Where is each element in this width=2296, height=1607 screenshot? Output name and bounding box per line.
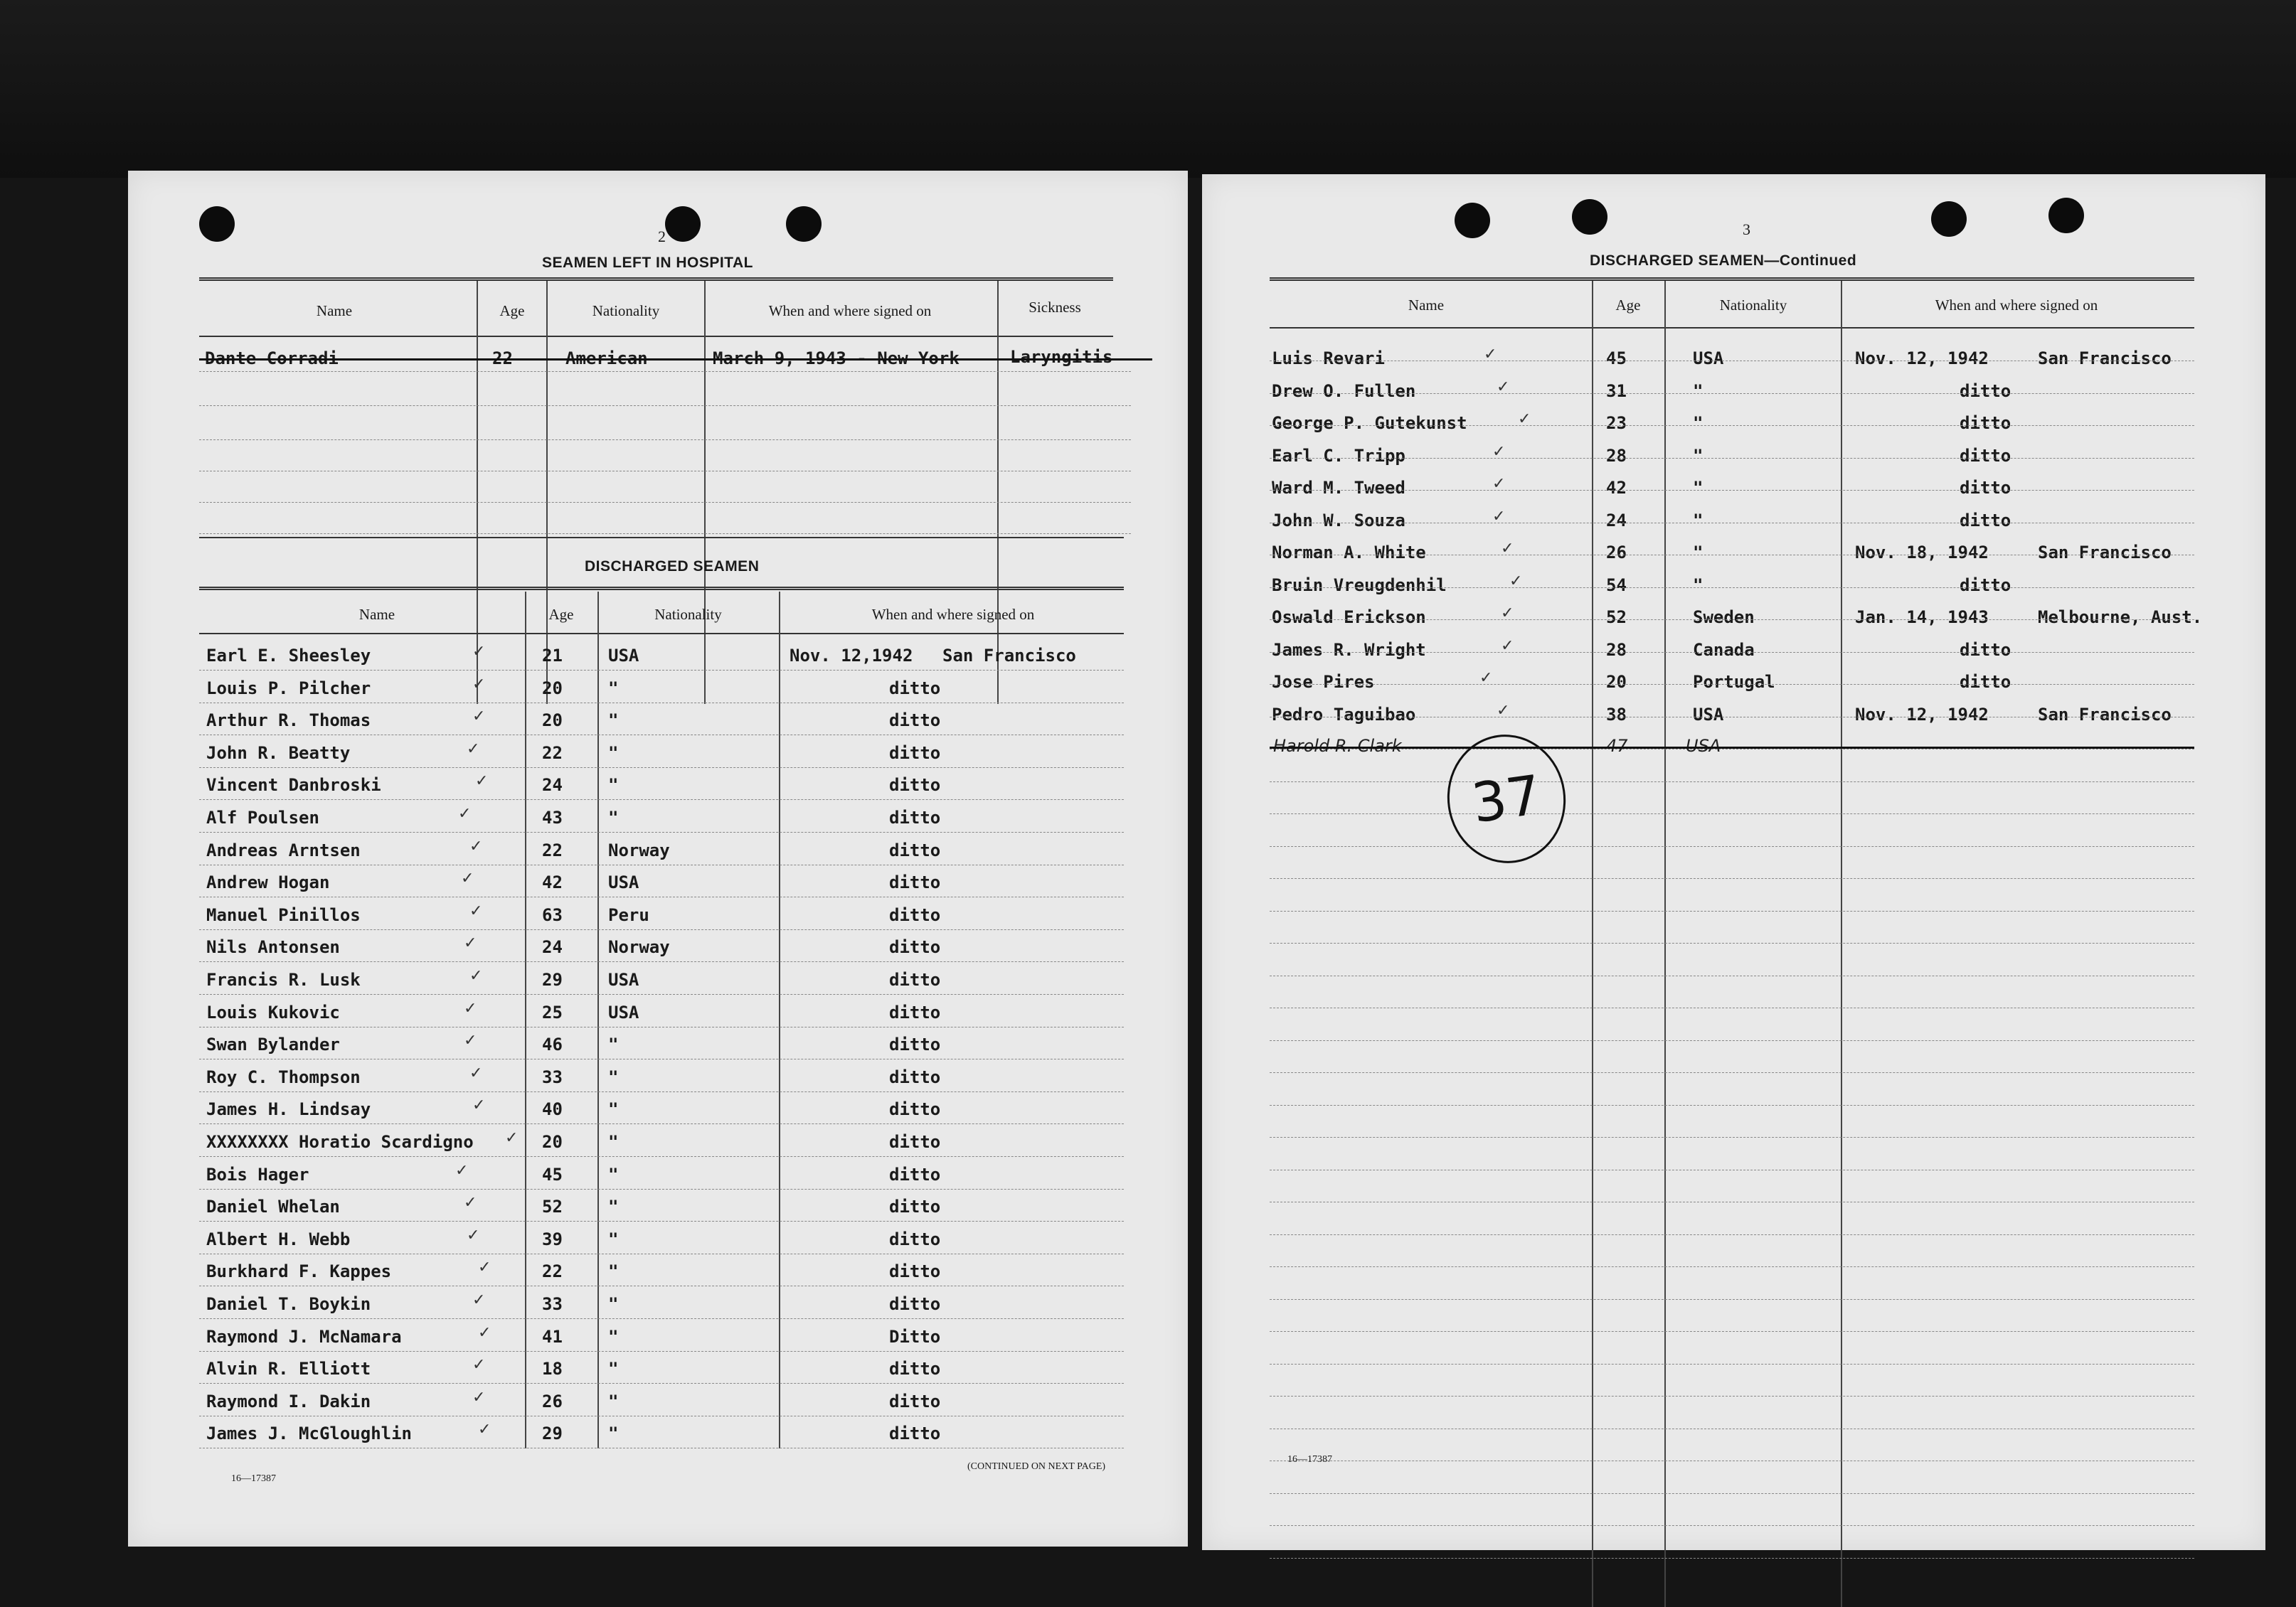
check-mark: ✓ [469, 967, 483, 985]
signed-on-place: ditto [889, 1035, 941, 1055]
signed-on-place: ditto [889, 1392, 941, 1411]
row-rule [1270, 846, 2194, 847]
column-divider [1841, 281, 1842, 1607]
seaman-nationality: " [608, 1229, 619, 1249]
signed-on-place: ditto [1960, 413, 2011, 433]
row-rule [1270, 684, 2194, 685]
column-divider [546, 281, 548, 704]
row-rule [1270, 1234, 2194, 1235]
seaman-age: 33 [542, 1067, 563, 1087]
column-header-nationality: Nationality [1719, 297, 1787, 314]
signed-on-place: ditto [889, 1229, 941, 1249]
seaman-age: 23 [1606, 413, 1627, 433]
hospital-signed-on: March 9, 1943 - New York [713, 348, 960, 368]
seaman-age: 25 [542, 1003, 563, 1023]
seaman-nationality: USA [1693, 348, 1724, 368]
signed-on-place: Melbourne, Aust. [2038, 607, 2203, 627]
column-header-name: Name [1408, 297, 1445, 314]
seaman-age: 43 [542, 808, 563, 828]
hospital-section-title: SEAMEN LEFT IN HOSPITAL [542, 255, 753, 271]
signed-on-place: San Francisco [2038, 705, 2172, 725]
strike-through [199, 358, 1152, 361]
row-rule [199, 832, 1124, 833]
punch-hole [1455, 203, 1490, 238]
row-rule [1270, 1331, 2194, 1332]
row-rule [199, 1318, 1124, 1319]
check-mark: ✓ [464, 1000, 477, 1018]
row-rule [1270, 425, 2194, 426]
seaman-age: 45 [1606, 348, 1627, 368]
seaman-nationality: USA [608, 970, 639, 990]
row-rule [199, 767, 1124, 768]
row-rule [1270, 458, 2194, 459]
seaman-age: 26 [1606, 543, 1627, 562]
signed-on-place: ditto [889, 872, 941, 892]
seaman-nationality: Canada [1693, 640, 1755, 660]
row-rule [1270, 1364, 2194, 1365]
signed-on-place: ditto [1960, 640, 2011, 660]
punch-hole [1572, 199, 1607, 235]
seaman-nationality: " [1693, 575, 1704, 595]
punch-hole [2048, 198, 2084, 233]
signed-on-place: ditto [889, 775, 941, 795]
seaman-age: 21 [542, 646, 563, 666]
seaman-age: 63 [542, 905, 563, 925]
seaman-age: 31 [1606, 381, 1627, 401]
signed-on-place: ditto [1960, 511, 2011, 530]
hospital-sickness: Laryngitis [1010, 347, 1113, 367]
seaman-name: Daniel T. Boykin [206, 1294, 371, 1314]
check-mark: ✓ [1479, 669, 1493, 687]
row-rule [1270, 1525, 2194, 1526]
signed-on-date: Nov. 12, 1942 [1855, 705, 1989, 725]
row-rule [1270, 1493, 2194, 1494]
signed-on-place: Ditto [889, 1327, 941, 1347]
row-rule [1270, 1396, 2194, 1397]
seaman-nationality: " [608, 1359, 619, 1379]
seaman-nationality: " [1693, 543, 1704, 562]
row-rule [1270, 1105, 2194, 1106]
signed-on-place: ditto [889, 1424, 941, 1443]
seaman-name: Arthur R. Thomas [206, 710, 371, 730]
seaman-age: 24 [542, 937, 563, 957]
seaman-age: 24 [542, 775, 563, 795]
struck-name: Harold R. Clark [1273, 736, 1402, 756]
seaman-nationality: USA [1693, 705, 1724, 725]
signed-on-place: ditto [889, 1294, 941, 1314]
signed-on-place: ditto [889, 970, 941, 990]
seaman-age: 28 [1606, 446, 1627, 466]
seaman-name: Nils Antonsen [206, 937, 340, 957]
seaman-name: XXXXXXXX Horatio Scardigno [206, 1132, 474, 1152]
row-rule [199, 961, 1124, 962]
punch-hole [786, 206, 822, 242]
seaman-nationality: " [608, 775, 619, 795]
seaman-nationality: " [608, 710, 619, 730]
check-mark: ✓ [472, 1389, 486, 1406]
column-divider [597, 592, 599, 1448]
seaman-name: Raymond J. McNamara [206, 1327, 402, 1347]
form-number: 16—17387 [1287, 1454, 1332, 1465]
seaman-nationality: " [608, 678, 619, 698]
discharged-section-title: DISCHARGED SEAMEN [585, 558, 760, 575]
seaman-nationality: " [608, 1165, 619, 1185]
check-mark: ✓ [475, 772, 489, 790]
page-number: 3 [1743, 220, 1750, 238]
seaman-nationality: " [608, 1197, 619, 1217]
seaman-name: Daniel Whelan [206, 1197, 340, 1217]
seaman-nationality: " [608, 1261, 619, 1281]
check-mark: ✓ [478, 1421, 491, 1438]
seaman-age: 20 [1606, 672, 1627, 692]
row-rule [1270, 1299, 2194, 1300]
continued-note: (CONTINUED ON NEXT PAGE) [967, 1461, 1106, 1472]
check-mark: ✓ [467, 740, 480, 758]
seaman-name: Jose Pires [1272, 672, 1375, 692]
divider [199, 277, 1113, 281]
seaman-name: Andrew Hogan [206, 872, 330, 892]
seaman-age: 52 [1606, 607, 1627, 627]
row-rule [199, 929, 1124, 930]
seaman-age: 52 [542, 1197, 563, 1217]
check-mark: ✓ [469, 838, 483, 855]
seaman-age: 46 [542, 1035, 563, 1055]
column-divider [1592, 281, 1593, 1607]
signed-on-place: ditto [1960, 381, 2011, 401]
seaman-name: Francis R. Lusk [206, 970, 361, 990]
seaman-age: 42 [1606, 478, 1627, 498]
check-mark: ✓ [469, 902, 483, 920]
signed-on-place: San Francisco [2038, 543, 2172, 562]
seaman-name: Vincent Danbroski [206, 775, 381, 795]
signed-on-place: ditto [889, 1197, 941, 1217]
row-rule [1270, 911, 2194, 912]
seaman-name: Luis Revari [1272, 348, 1385, 368]
seaman-nationality: " [1693, 413, 1704, 433]
column-header-name: Name [358, 606, 395, 623]
struck-nationality: USA [1686, 736, 1721, 756]
column-divider [1664, 281, 1666, 1607]
signed-on-place: ditto [889, 905, 941, 925]
row-rule [1270, 1040, 2194, 1041]
seaman-name: Bois Hager [206, 1165, 309, 1185]
seaman-age: 28 [1606, 640, 1627, 660]
check-mark: ✓ [472, 643, 486, 661]
check-mark: ✓ [1501, 637, 1514, 655]
signed-on-place: ditto [889, 1067, 941, 1087]
row-rule [199, 1123, 1124, 1124]
punch-hole [665, 206, 701, 242]
seaman-age: 22 [542, 743, 563, 763]
circled-count: 37 [1439, 727, 1574, 870]
check-mark: ✓ [472, 1096, 486, 1114]
seaman-name: Earl E. Sheesley [206, 646, 371, 666]
signed-on-place: ditto [1960, 478, 2011, 498]
seaman-nationality: USA [608, 1003, 639, 1023]
seaman-nationality: " [1693, 381, 1704, 401]
seaman-age: 45 [542, 1165, 563, 1185]
row-rule [1270, 619, 2194, 620]
hospital-name: Dante Corradi [205, 348, 339, 368]
seaman-age: 33 [542, 1294, 563, 1314]
seaman-age: 29 [542, 970, 563, 990]
column-header-signed-on: When and where signed on [768, 302, 932, 319]
signed-on-place: ditto [1960, 672, 2011, 692]
row-rule [1270, 1558, 2194, 1559]
seaman-age: 41 [542, 1327, 563, 1347]
seaman-age: 39 [542, 1229, 563, 1249]
check-mark: ✓ [1492, 475, 1506, 493]
divider [199, 587, 1124, 590]
check-mark: ✓ [1497, 378, 1510, 396]
column-header-age: Age [499, 302, 525, 319]
seaman-age: 24 [1606, 511, 1627, 530]
column-header-age: Age [548, 606, 574, 623]
signed-on-place: ditto [1960, 575, 2011, 595]
right-page [1202, 174, 2265, 1550]
row-rule [1270, 393, 2194, 394]
seaman-age: 18 [542, 1359, 563, 1379]
divider [199, 336, 1113, 337]
punch-hole [199, 206, 235, 242]
row-rule [1270, 781, 2194, 782]
signed-on-place: ditto [889, 710, 941, 730]
signed-on-date: Jan. 14, 1943 [1855, 607, 1989, 627]
check-mark: ✓ [467, 1227, 480, 1244]
seaman-name: Andreas Arntsen [206, 840, 361, 860]
seaman-nationality: " [608, 808, 619, 828]
check-mark: ✓ [458, 805, 472, 823]
seaman-nationality: Peru [608, 905, 649, 925]
seaman-name: John R. Beatty [206, 743, 351, 763]
seaman-nationality: " [608, 743, 619, 763]
seaman-age: 38 [1606, 705, 1627, 725]
seaman-name: James H. Lindsay [206, 1099, 371, 1119]
check-mark: ✓ [455, 1162, 469, 1180]
seaman-name: John W. Souza [1272, 511, 1405, 530]
seaman-age: 22 [542, 1261, 563, 1281]
check-mark: ✓ [469, 1064, 483, 1082]
seaman-nationality: " [608, 1067, 619, 1087]
signed-on-place: ditto [889, 743, 941, 763]
signed-on-place: ditto [1960, 446, 2011, 466]
seaman-name: Alvin R. Elliott [206, 1359, 371, 1379]
seaman-name: Drew O. Fullen [1272, 381, 1416, 401]
row-rule [1270, 1137, 2194, 1138]
check-mark: ✓ [478, 1324, 491, 1342]
divider [199, 633, 1124, 634]
hospital-nationality: American [565, 348, 648, 368]
signed-on-place: ditto [889, 1099, 941, 1119]
row-rule [1270, 652, 2194, 653]
seaman-age: 54 [1606, 575, 1627, 595]
seaman-name: Raymond I. Dakin [206, 1392, 371, 1411]
seaman-name: Oswald Erickson [1272, 607, 1426, 627]
form-number: 16—17387 [231, 1473, 276, 1484]
seaman-name: Louis P. Pilcher [206, 678, 371, 698]
seaman-age: 20 [542, 1132, 563, 1152]
signed-on-date: Nov. 12, 1942 [1855, 348, 1989, 368]
row-rule [199, 1091, 1124, 1092]
row-rule [199, 994, 1124, 995]
column-divider [779, 592, 780, 1448]
column-header-signed-on: When and where signed on [871, 606, 1035, 623]
seaman-name: Albert H. Webb [206, 1229, 351, 1249]
signed-on-place: San Francisco [942, 646, 1076, 666]
check-mark: ✓ [1518, 410, 1531, 428]
page-number: 2 [658, 228, 666, 245]
signed-on-date: Nov. 12,1942 [790, 646, 913, 666]
row-rule [199, 1189, 1124, 1190]
check-mark: ✓ [1484, 346, 1497, 363]
seaman-nationality: " [1693, 478, 1704, 498]
column-divider [704, 281, 706, 704]
strike-through [1270, 747, 2194, 749]
check-mark: ✓ [1492, 443, 1506, 461]
column-header-signed-on: When and where signed on [1935, 297, 2098, 314]
seaman-name: Manuel Pinillos [206, 905, 361, 925]
seaman-age: 29 [542, 1424, 563, 1443]
seaman-nationality: " [608, 1132, 619, 1152]
signed-on-place: ditto [889, 1165, 941, 1185]
row-rule [1270, 813, 2194, 814]
row-rule [199, 1383, 1124, 1384]
column-divider [997, 281, 999, 704]
signed-on-place: San Francisco [2038, 348, 2172, 368]
discharged-continued-title: DISCHARGED SEAMEN—Continued [1590, 252, 1857, 269]
check-mark: ✓ [464, 1032, 477, 1050]
seaman-name: James J. McGloughlin [206, 1424, 412, 1443]
seaman-nationality: Norway [608, 840, 670, 860]
seaman-age: 42 [542, 872, 563, 892]
check-mark: ✓ [472, 676, 486, 693]
left-page [128, 171, 1188, 1547]
divider [1270, 277, 2194, 281]
punch-hole [1931, 201, 1967, 237]
seaman-age: 20 [542, 678, 563, 698]
struck-age: 47 [1606, 736, 1628, 756]
seaman-age: 26 [542, 1392, 563, 1411]
row-rule [1270, 490, 2194, 491]
signed-on-place: ditto [889, 808, 941, 828]
check-mark: ✓ [472, 1291, 486, 1309]
seaman-nationality: " [608, 1035, 619, 1055]
signed-on-place: ditto [889, 937, 941, 957]
seaman-nationality: Norway [608, 937, 670, 957]
seaman-nationality: " [608, 1294, 619, 1314]
column-header-nationality: Nationality [654, 606, 722, 623]
row-rule [199, 1221, 1124, 1222]
check-mark: ✓ [1492, 508, 1506, 525]
row-rule [1270, 943, 2194, 944]
check-mark: ✓ [464, 934, 477, 952]
check-mark: ✓ [1497, 702, 1510, 720]
seaman-name: Burkhard F. Kappes [206, 1261, 392, 1281]
row-rule [199, 1156, 1124, 1157]
seaman-name: Louis Kukovic [206, 1003, 340, 1023]
column-header-age: Age [1615, 297, 1641, 314]
row-rule [1270, 1266, 2194, 1267]
check-mark: ✓ [472, 1356, 486, 1374]
seaman-name: George P. Gutekunst [1272, 413, 1467, 433]
check-mark: ✓ [464, 1194, 477, 1212]
seaman-nationality: " [1693, 511, 1704, 530]
check-mark: ✓ [478, 1259, 491, 1276]
check-mark: ✓ [1509, 572, 1523, 590]
seaman-age: 40 [542, 1099, 563, 1119]
seaman-nationality: " [608, 1327, 619, 1347]
check-mark: ✓ [461, 870, 474, 887]
seaman-nationality: USA [608, 872, 639, 892]
seaman-nationality: USA [608, 646, 639, 666]
check-mark: ✓ [505, 1129, 519, 1147]
signed-on-date: Nov. 18, 1942 [1855, 543, 1989, 562]
seaman-nationality: Portugal [1693, 672, 1775, 692]
seaman-age: 20 [542, 710, 563, 730]
seaman-name: Pedro Taguibao [1272, 705, 1416, 725]
column-header-name: Name [316, 302, 353, 319]
seaman-name: James R. Wright [1272, 640, 1426, 660]
column-divider [525, 592, 526, 1448]
seaman-nationality: " [608, 1392, 619, 1411]
signed-on-place: ditto [889, 1003, 941, 1023]
signed-on-place: ditto [889, 1132, 941, 1152]
column-header-nationality: Nationality [592, 302, 660, 319]
row-rule [199, 670, 1124, 671]
seaman-nationality: Sweden [1693, 607, 1755, 627]
seaman-nationality: " [608, 1099, 619, 1119]
seaman-name: Swan Bylander [206, 1035, 340, 1055]
seaman-age: 22 [542, 840, 563, 860]
column-header-sickness: Sickness [1029, 299, 1081, 316]
signed-on-place: ditto [889, 1359, 941, 1379]
check-mark: ✓ [1501, 540, 1514, 557]
check-mark: ✓ [1501, 604, 1514, 622]
seaman-name: Bruin Vreugdenhil [1272, 575, 1447, 595]
check-mark: ✓ [472, 708, 486, 725]
seaman-name: Norman A. White [1272, 543, 1426, 562]
column-divider [477, 281, 478, 704]
seaman-nationality: " [608, 1424, 619, 1443]
scan-background [0, 0, 2296, 178]
row-rule [199, 799, 1124, 800]
row-rule [199, 1351, 1124, 1352]
seaman-name: Roy C. Thompson [206, 1067, 361, 1087]
signed-on-place: ditto [889, 1261, 941, 1281]
row-rule [1270, 587, 2194, 588]
signed-on-place: ditto [889, 840, 941, 860]
signed-on-place: ditto [889, 678, 941, 698]
divider [199, 537, 1124, 538]
seaman-name: Earl C. Tripp [1272, 446, 1405, 466]
row-rule [1270, 878, 2194, 879]
divider [1270, 327, 2194, 329]
seaman-nationality: " [1693, 446, 1704, 466]
row-rule [1270, 1072, 2194, 1073]
seaman-name: Ward M. Tweed [1272, 478, 1405, 498]
seaman-name: Alf Poulsen [206, 808, 319, 828]
hospital-age: 22 [492, 348, 513, 368]
